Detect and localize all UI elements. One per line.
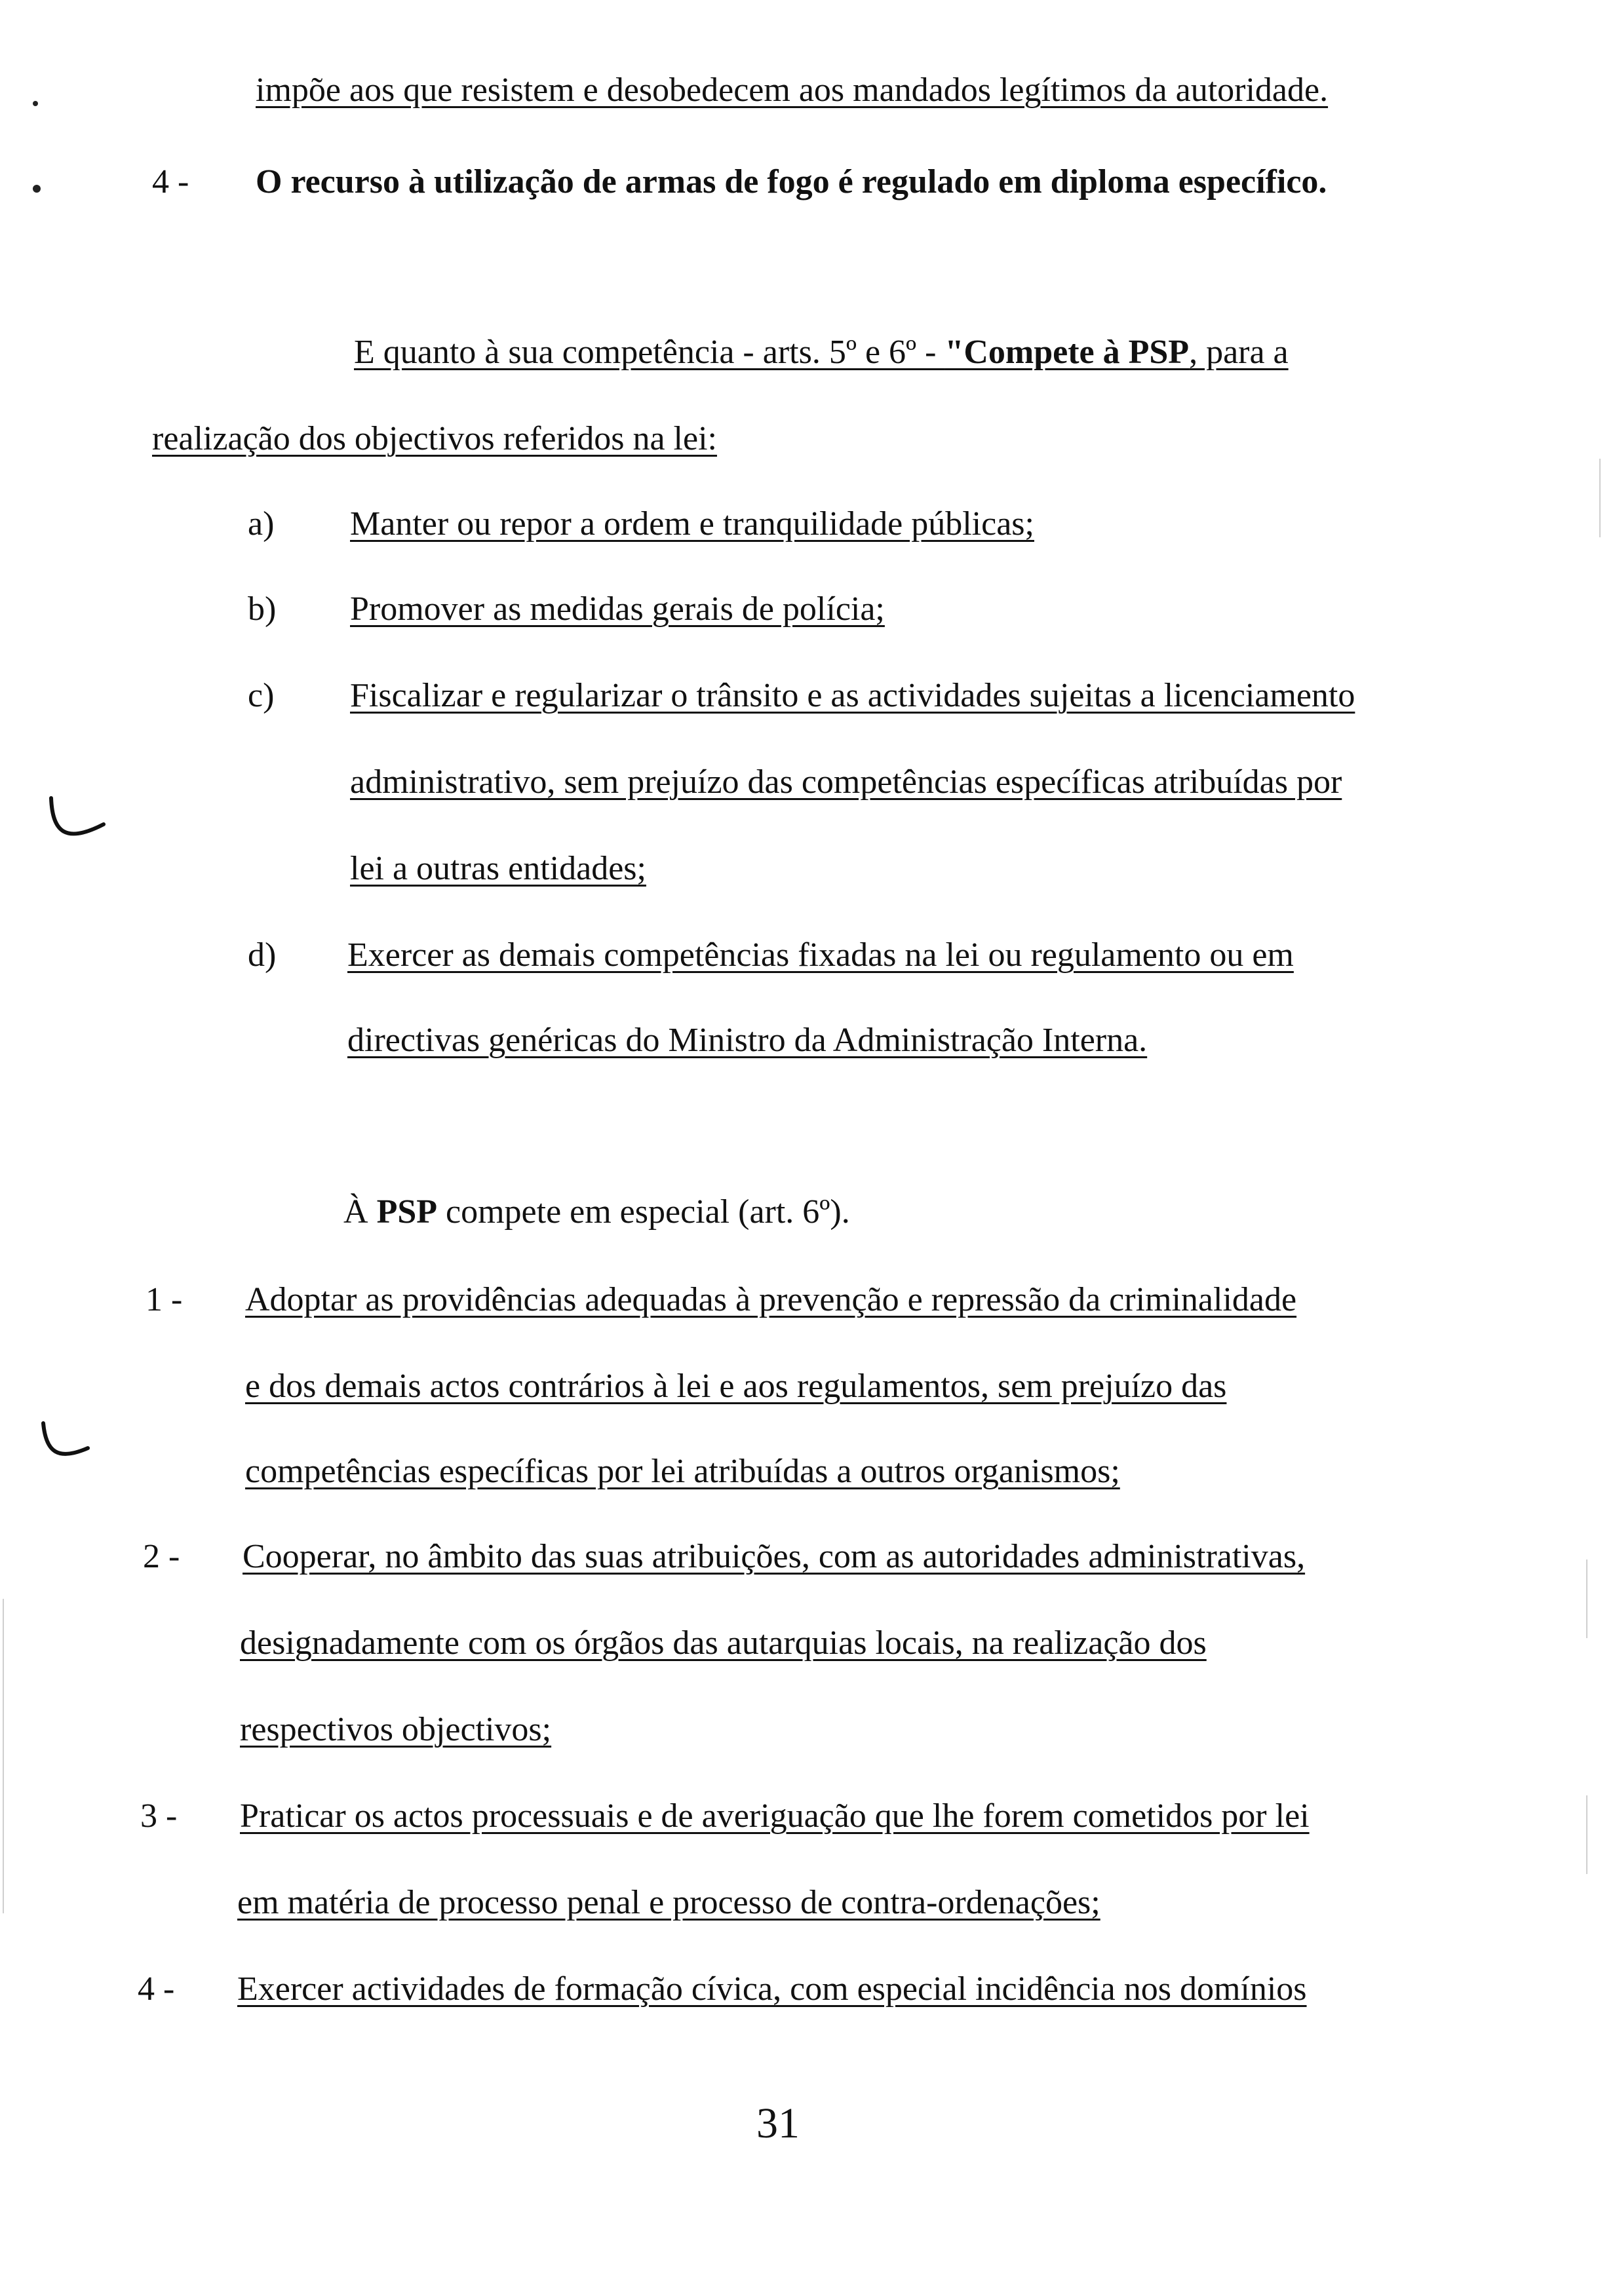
list-label: b) (248, 590, 277, 628)
text-line: Adoptar as providências adequadas à prevenção e repressão da criminalidade (245, 1281, 1297, 1318)
heading-prefix: À (343, 1193, 377, 1231)
list-label: d) (248, 936, 277, 974)
item-number: 4 - (152, 163, 189, 201)
heading-bold: PSP (376, 1193, 438, 1231)
section-heading (343, 1193, 850, 1232)
hand-check-mark (38, 1419, 110, 1472)
heading-suffix: compete em especial (art. 6º). (437, 1193, 850, 1231)
item-number: 4 - (138, 1970, 175, 2008)
text-line: designadamente com os órgãos das autarquias locais, na realização dos (240, 1624, 1207, 1662)
text-line: respectivos objectivos; (240, 1711, 552, 1748)
text-line: competências específicas por lei atribuídas a outros organismos; (245, 1453, 1120, 1490)
text-line: Praticar os actos processuais e de averiguação que lhe forem cometidos por lei (240, 1797, 1310, 1835)
text-line-bold: O recurso à utilização de armas de fogo é regulado em diploma específico. (256, 163, 1327, 201)
text-line: Exercer actividades de formação cívica, com especial incidência nos domínios (237, 1970, 1307, 2008)
list-item-text: Manter ou repor a ordem e tranquilidade públicas; (350, 505, 1034, 543)
list-label: c) (248, 677, 275, 714)
intro-bold: "Compete à PSP (944, 334, 1190, 371)
list-item-text: lei a outras entidades; (350, 850, 646, 887)
list-label: a) (248, 505, 275, 543)
scan-dot-mark (26, 92, 52, 118)
text-line: em matéria de processo penal e processo de contra-ordenações; (237, 1884, 1100, 1921)
list-item-text: Exercer as demais competências fixadas na lei ou regulamento ou em (347, 936, 1294, 974)
text-line: e dos demais actos contrários à lei e aos regulamentos, sem prejuízo das (245, 1368, 1227, 1405)
paragraph-intro (354, 333, 1289, 372)
item-number: 3 - (140, 1797, 178, 1835)
scan-edge-line (1599, 459, 1601, 537)
hand-check-mark (46, 793, 118, 852)
bullet-dot-mark (26, 177, 52, 203)
intro-text: E quanto à sua competência - arts. 5º e 6º - (354, 334, 945, 371)
text-line: realização dos objectivos referidos na lei: (152, 420, 717, 457)
text-line: impõe aos que resistem e desobedecem aos mandados legítimos da autoridade. (256, 71, 1329, 109)
list-item-text: directivas genéricas do Ministro da Administração Interna. (347, 1022, 1148, 1059)
list-item-text: administrativo, sem prejuízo das competências específicas atribuídas por (350, 763, 1342, 801)
list-item-text: Fiscalizar e regularizar o trânsito e as actividades sujeitas a licenciamento (350, 677, 1355, 714)
list-item-text: Promover as medidas gerais de polícia; (350, 590, 885, 628)
scan-edge-line (1586, 1559, 1587, 1638)
page-number: 31 (756, 2099, 800, 2147)
scan-edge-line (1586, 1795, 1587, 1874)
scan-edge-line (3, 1599, 4, 1913)
item-number: 2 - (143, 1538, 180, 1575)
item-number: 1 - (146, 1281, 183, 1318)
intro-tail: , para a (1189, 334, 1289, 371)
text-line: Cooperar, no âmbito das suas atribuições, com as autoridades administrativas, (243, 1538, 1306, 1575)
